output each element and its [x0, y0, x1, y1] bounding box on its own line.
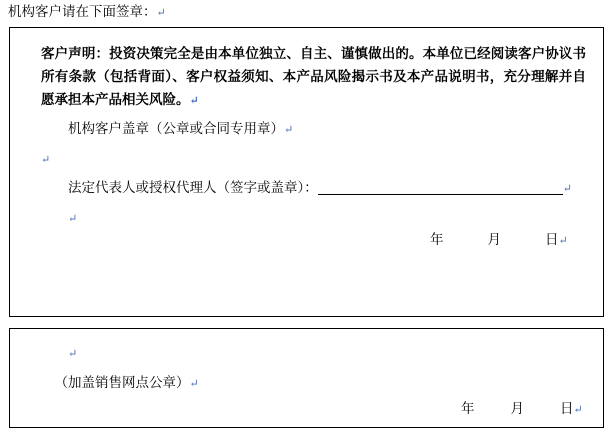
paragraph-mark-icon: ↵: [68, 213, 78, 225]
date-month-label: 月: [510, 401, 524, 416]
sales-outlet-stamp-box: [9, 328, 604, 428]
sales-outlet-stamp-line: [41, 371, 199, 396]
blank-line-two: [41, 206, 77, 231]
date-year-label: 年: [430, 232, 444, 247]
client-declaration-body: 投资决策完全是由本单位独立、自主、谨慎做出的。本单位已经阅读客户协议书所有条款（包括背面）、客户权益须知、本产品风险揭示书及本产品说明书，充分理解并自愿承担本产品相关风险。: [41, 46, 587, 107]
blank-line-one: [41, 147, 50, 172]
legal-representative-line: [41, 176, 581, 201]
paragraph-mark-icon: ↵: [41, 154, 51, 166]
paragraph-mark-icon: ↵: [573, 404, 583, 416]
legal-representative-signature-field[interactable]: [318, 194, 563, 195]
date-day-label: 日: [545, 232, 559, 247]
date-month-label: 月: [487, 232, 501, 247]
sales-outlet-stamp-label: （加盖销售网点公章）: [54, 375, 190, 390]
page-heading: [8, 2, 166, 23]
client-declaration-label: 客户声明：: [41, 46, 110, 61]
declaration-date-line: [430, 228, 568, 253]
legal-representative-label: 法定代表人或授权代理人（签字或盖章）：: [68, 180, 318, 195]
paragraph-mark-icon: ↵: [68, 348, 78, 360]
paragraph-mark-icon: ↵: [189, 95, 199, 107]
client-declaration-paragraph: [41, 42, 586, 113]
date-day-label: 日: [560, 401, 574, 416]
paragraph-mark-icon: ↵: [189, 378, 199, 390]
paragraph-mark-icon: ↵: [284, 124, 294, 136]
page-heading-text: 机构客户请在下面签章：: [8, 4, 157, 19]
paragraph-mark-icon: ↵: [562, 183, 572, 195]
institution-seal-line: [41, 117, 561, 142]
date-year-label: 年: [461, 401, 475, 416]
stamp-blank-line: [41, 341, 77, 366]
paragraph-mark-icon: ↵: [156, 7, 166, 19]
paragraph-mark-icon: ↵: [558, 235, 568, 247]
stamp-date-line: [461, 397, 583, 422]
institution-seal-label: 机构客户盖章（公章或合同专用章）: [68, 121, 284, 136]
client-declaration-box: [9, 27, 604, 317]
